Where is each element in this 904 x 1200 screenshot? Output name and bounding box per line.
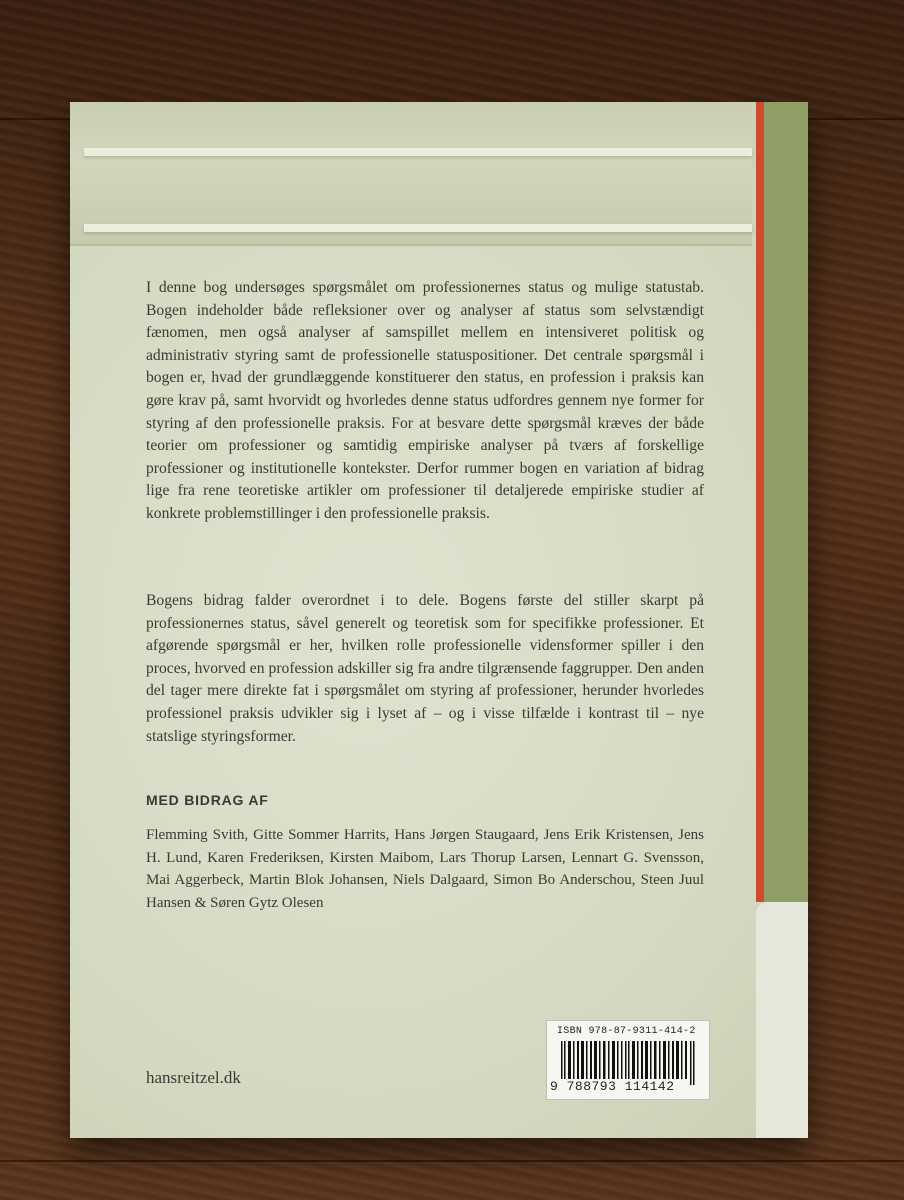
isbn-barcode [546,1020,710,1100]
publisher-website: hansreitzel.dk [146,1068,241,1087]
barcode-digits: 9 788793 114142 [550,1079,675,1094]
band-stripe [84,148,752,156]
contributors-list: Flemming Svith, Gitte Sommer Harrits, Hans Jørgen Staugaard, Jens Erik Kristensen, Jens H. Lund, Karen Frederiksen, Kirsten Maibom, Lars Thorup Larsen, Lennart G. Svensson, Mai Aggerbeck, Martin Blok Johansen, Niels Dalgaard, Simon Bo Anderschou, Steen Juul Hansen & Søren Gytz Olesen [146,827,704,911]
spine-red-stripe [756,102,764,902]
isbn-label: ISBN 978-87-9311-414-2 [557,1026,696,1037]
floor-plank-seam [0,1160,904,1162]
spine-lower-flap [756,902,808,1138]
book-back-cover [70,102,808,1138]
blurb-paragraph-1: I denne bog undersøges spørgsmålet om professionernes status og mulige statustab. Bogen indeholder både refleksioner over og analyser af status som selvstændigt fænomen, men også analyser af samspillet mellem en intensiveret politisk og administrativ styring samt de professionelle statuspositioner. Det centrale spørgsmål i bogen er, hvad der grundlæggende konstituerer den status, en profession i praksis kan gøre krav på, samt hvorvidt og hvorledes denne status udfordres gennem nye former for styring af den professionelle praksis. For at besvare dette spørgsmål kræves der både teorier om professioner og samtidig empiriske analyser på tværs af forskellige professioner og institutionelle kontekster. Derfor rummer bogen en variation af bidrag lige fra rene teoretiske artikler om professioner til detaljerede empiriske studier af konkrete problemstillinger i den professionelle praksis. [146,279,704,522]
band-stripe [84,224,752,232]
blurb-paragraph-2: Bogens bidrag falder overordnet i to dele. Bogens første del stiller skarpt på professionernes status, såvel generelt og teoretisk som for specifikke professioner. Et afgørende spørgsmål er her, hvilken rolle professionelle vidensformer spiller i den proces, hvorved en profession adskiller sig fra andre tilgrænsende faggrupper. Den anden del tager mere direkte fat i spørgsmålet om styring af professioner, herunder hvorledes professionel praksis udvikler sig i lyset af – og i visse tilfælde i kontrast til – nye statslige styringsformer. [146,592,704,745]
top-decorative-band [70,102,752,246]
contributors-heading: MED BIDRAG AF [146,792,269,808]
spine-green-edge [764,102,808,902]
